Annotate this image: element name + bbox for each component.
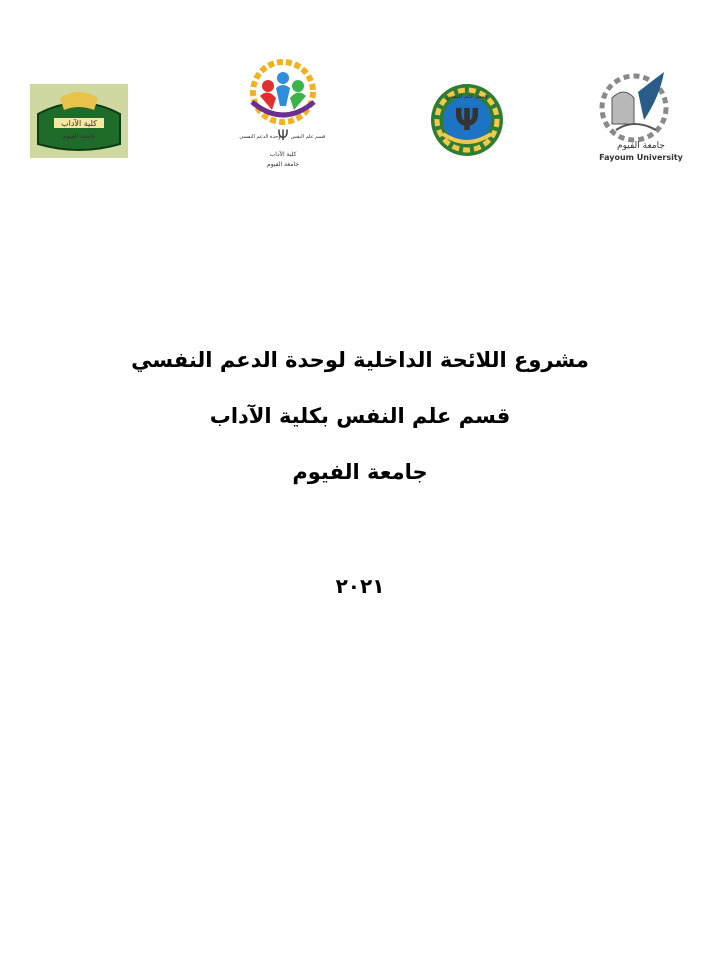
unit-logo-line3: كلية الآداب [269,151,297,158]
uni-logo-english: Fayoum University [599,153,683,162]
title-block [0,332,720,500]
uni-logo-arabic: جامعة الفيوم [617,141,665,151]
psychology-dept-logo [415,82,519,158]
unit-logo-line4: جامعة الفيوم [267,161,299,168]
svg-text:Ψ: Ψ [454,103,480,138]
arts-logo-line2: جامعة الفيوم [63,133,95,140]
arts-faculty-logo [30,84,128,158]
arts-logo-line1: كلية الآداب [61,119,97,128]
fayoum-university-logo [594,68,688,164]
unit-logo-line2: قسم علم النفس [290,134,326,140]
svg-text:Ψ: Ψ [277,128,289,144]
title-line-1: مشروع اللائحة الداخلية لوحدة الدعم النفسي [131,348,589,372]
unit-logo-line1: وحدة الدعم النفسي [239,134,281,140]
title-line-2: قسم علم النفس بكلية الآداب [209,404,511,428]
title-line-3: جامعة الفيوم [292,460,428,484]
support-unit-logo [238,58,328,176]
psych-logo-line1: قسم علم النفس [446,93,488,100]
year-label: ٢٠٢١ [335,574,385,598]
